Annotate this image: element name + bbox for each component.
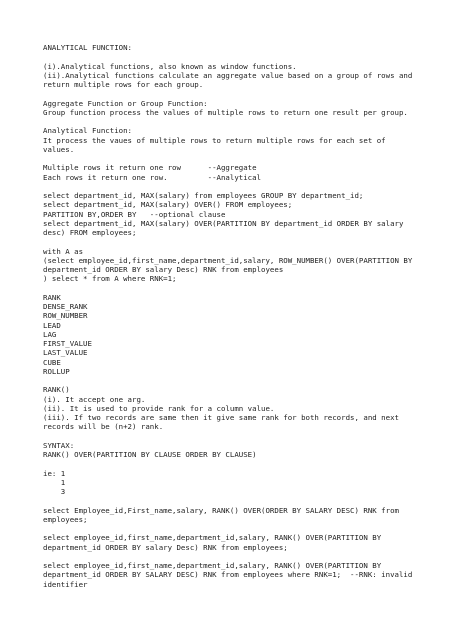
- text-line: RANK: [43, 292, 61, 302]
- text-line: select Employee_id,First_name,salary, RANK() OVER(ORDER BY SALARY DESC) RNK from: [43, 505, 399, 515]
- text-line: (i). It accept one arg.: [43, 394, 146, 404]
- text-line: FIRST_VALUE: [43, 339, 92, 348]
- text-line: LAST_VALUE: [43, 348, 88, 358]
- text-line: select department_id, MAX(salary) OVER() FROM employees;: [43, 200, 293, 210]
- text-line: SYNTAX:: [43, 440, 75, 450]
- text-line: return multiple rows for each group.: [43, 80, 204, 89]
- paragraph-gap: [43, 182, 443, 191]
- text-line: LEAD: [43, 320, 61, 330]
- text-line: department_id ORDER BY SALARY DESC) RNK from employees where RNK=1; --RNK: invalid: [43, 570, 413, 580]
- text-line: RANK(): [43, 385, 70, 395]
- paragraph-gap: [43, 89, 443, 98]
- paragraph-gap: [43, 459, 443, 468]
- text-line: department_id ORDER BY salary Desc) RNK from employees: [43, 265, 284, 274]
- text-line: ie: 1: [43, 468, 66, 478]
- text-line: select employee_id,first_name,department_id,salary, RANK() OVER(PARTITION BY: [43, 561, 382, 570]
- text-line: desc) FROM employees;: [43, 228, 137, 237]
- paragraph-gap: [43, 154, 443, 163]
- text-line: Group function process the values of multiple rows to return one result per group.: [43, 107, 408, 117]
- text-line: Aggregate Function or Group Function:: [43, 98, 208, 108]
- text-line: select department_id, MAX(salary) OVER(PARTITION BY department_id ORDER BY salary: [43, 218, 404, 228]
- paragraph: [43, 506, 443, 525]
- paragraph: [43, 163, 443, 182]
- paragraph: [43, 441, 443, 460]
- document-body: [43, 43, 443, 589]
- text-line: with A as: [43, 246, 84, 256]
- paragraph-gap: [43, 52, 443, 61]
- text-line: (i).Analytical functions, also known as window functions.: [43, 61, 297, 71]
- paragraph-gap: [43, 284, 443, 293]
- paragraph-gap: [43, 237, 443, 246]
- text-line: (ii). It is used to provide rank for a column value.: [43, 403, 275, 413]
- paragraph: [43, 385, 443, 431]
- text-line: select employee_id,first_name,department_id,salary, RANK() OVER(PARTITION BY: [43, 533, 382, 543]
- text-line: DENSE_RANK: [43, 302, 88, 311]
- text-line: It process the vaues of multiple rows to return multiple rows for each set of: [43, 135, 386, 145]
- text-line: select department_id, MAX(salary) from employees GROUP BY department_id;: [43, 191, 364, 200]
- text-line: LAG: [43, 329, 57, 339]
- paragraph-gap: [43, 524, 443, 533]
- text-line: 3: [43, 487, 66, 496]
- paragraph-gap: [43, 432, 443, 441]
- text-line: ROW_NUMBER: [43, 311, 88, 321]
- paragraph: [43, 191, 443, 237]
- paragraph: [43, 533, 443, 552]
- paragraph: [43, 561, 443, 589]
- text-line: CUBE: [43, 357, 61, 367]
- text-line: identifier: [43, 579, 88, 589]
- paragraph: [43, 43, 443, 52]
- paragraph-gap: [43, 552, 443, 561]
- paragraph-gap: [43, 496, 443, 505]
- paragraph: [43, 99, 443, 118]
- text-line: RANK() OVER(PARTITION BY CLAUSE ORDER BY CLAUSE): [43, 450, 257, 459]
- text-line: (select employee_id,first_name,department_id,salary, ROW_NUMBER() OVER(PARTITION BY: [43, 255, 413, 265]
- paragraph-gap: [43, 117, 443, 126]
- text-line: (ii).Analytical functions calculate an aggregate value based on a group of rows and: [43, 70, 413, 80]
- text-line: employees;: [43, 514, 88, 524]
- text-line: ) select * from A where RNK=1;: [43, 274, 177, 284]
- text-line: Analytical Function:: [43, 126, 132, 136]
- text-line: (iii). If two records are same then it give same rank for both records, and next: [43, 413, 399, 422]
- paragraph-gap: [43, 376, 443, 385]
- text-line: ANALYTICAL FUNCTION:: [43, 43, 132, 52]
- text-line: values.: [43, 144, 75, 154]
- paragraph: [43, 247, 443, 284]
- text-line: ROLLUP: [43, 366, 70, 376]
- text-line: Multiple rows it return one row --Aggregate: [43, 163, 257, 173]
- text-line: records will be (n+2) rank.: [43, 422, 164, 432]
- paragraph: [43, 62, 443, 90]
- text-line: department_id ORDER BY salary Desc) RNK from employees;: [43, 542, 288, 552]
- paragraph: [43, 469, 443, 497]
- text-line: Each rows it return one row. --Analytical: [43, 172, 262, 182]
- text-line: PARTITION BY,ORDER BY --optional clause: [43, 209, 226, 219]
- paragraph: [43, 126, 443, 154]
- paragraph: [43, 293, 443, 376]
- text-line: 1: [43, 477, 66, 487]
